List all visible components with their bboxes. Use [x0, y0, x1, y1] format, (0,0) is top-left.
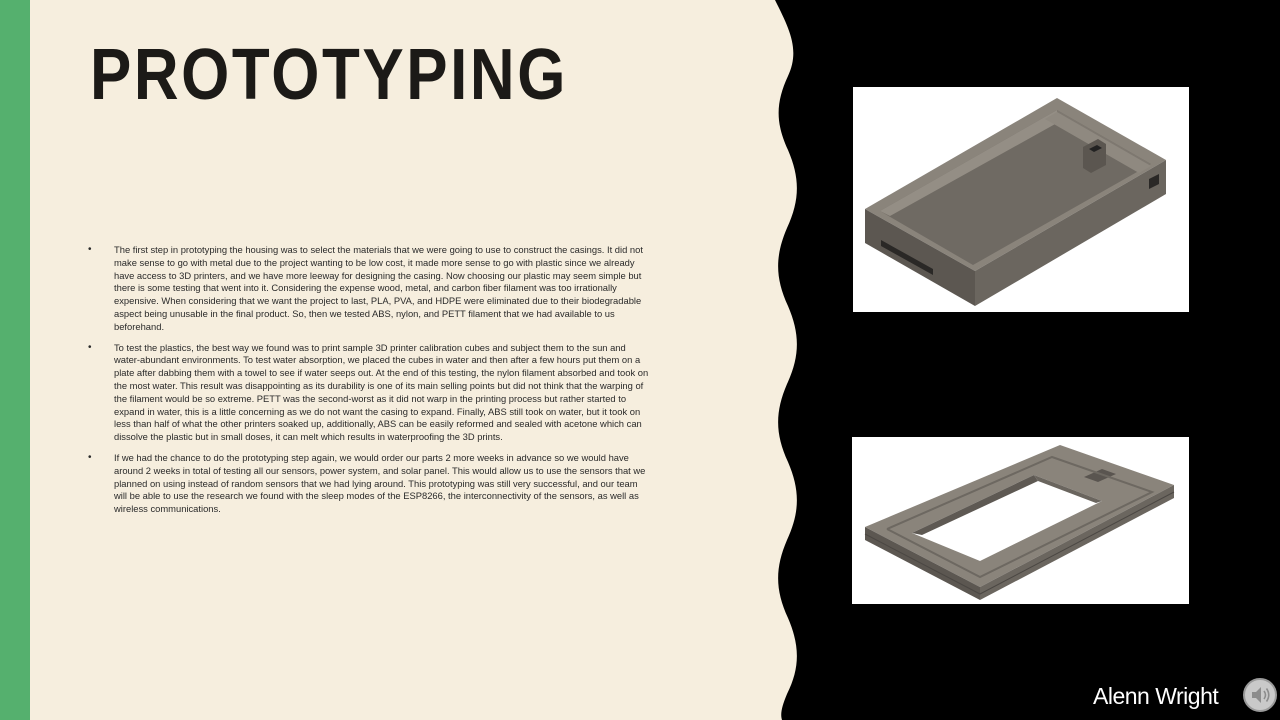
- enclosure-lid-render[interactable]: [852, 437, 1189, 604]
- speaker-icon: [1245, 680, 1275, 710]
- bullet-item: [88, 452, 653, 516]
- bullet-icon: •: [88, 341, 92, 353]
- bullet-list: [88, 244, 653, 524]
- bullet-item: [88, 342, 653, 444]
- author-name: Alenn Wright: [1093, 683, 1219, 709]
- bullet-icon: •: [88, 244, 92, 255]
- enclosure-tray-render[interactable]: [853, 87, 1189, 312]
- bullet-icon: •: [88, 451, 92, 463]
- enclosure-tray-image: [853, 87, 1189, 312]
- bullet-text: If we had the chance to do the prototyping step again, we would order our parts 2 more weeks in advance so we would have around 2 weeks in total of testing all our sensors, power system, and solar panel. This would allow us to use the sensors that we planned on using instead of random sensors that we had lying around. This prototyping was still very successful, and our team will be able to use the research we found with the sleep modes of the ESP8266, the interconnectivity of the sensors, as well as wireless communications.: [114, 451, 646, 515]
- bullet-text: The first step in prototyping the housing was to select the materials that we were going to use to construct the casings. It did not make sense to go with metal due to the project wanting to be low cost, it made more sense to go with plastic since we already have access to 3D printers, and we have more leeway for designing the casing. Now choosing our plastic may seem simple but there is some testing that went into it. Considering the expense wood, metal, and carbon fiber filament was too irrationally expensive. When considering that we want the project to last, PLA, PVA, and HDPE were eliminated due to their biodegradable aspect being unusable in the final product. So, then we tested ABS, nylon, and PETT filament that we had available to us beforehand.: [114, 244, 643, 332]
- enclosure-lid-image: [852, 437, 1189, 604]
- slide-title: PROTOTYPING: [90, 35, 568, 115]
- audio-playback-button[interactable]: [1243, 678, 1277, 712]
- accent-strip: [0, 0, 30, 720]
- bullet-item: [88, 244, 653, 334]
- bullet-text: To test the plastics, the best way we found was to print sample 3D printer calibration cubes and subject them to the sun and water-abundant environments. To test water absorption, we placed the cubes in water and then after a few hours put them on a plate after dabbing them with a towel to see if water seeps out. At the end of this testing, the nylon filament absorbed and took on the most water. This result was disappointing as its durability is one of its main selling points but did not think that the warping of the filament would be so extreme. PETT was the second-worst as it did not warp in the printing process but rather started to expand in water, this is a little concerning as we do not want the casing to expand. Finally, ABS still took on water, but it took on less than half of what the other printers soaked up, additionally, ABS can be easily reformed and sealed with acetone which can dissolve the plastic but in small doses, it can melt which results in waterproofing the 3D prints.: [114, 341, 649, 443]
